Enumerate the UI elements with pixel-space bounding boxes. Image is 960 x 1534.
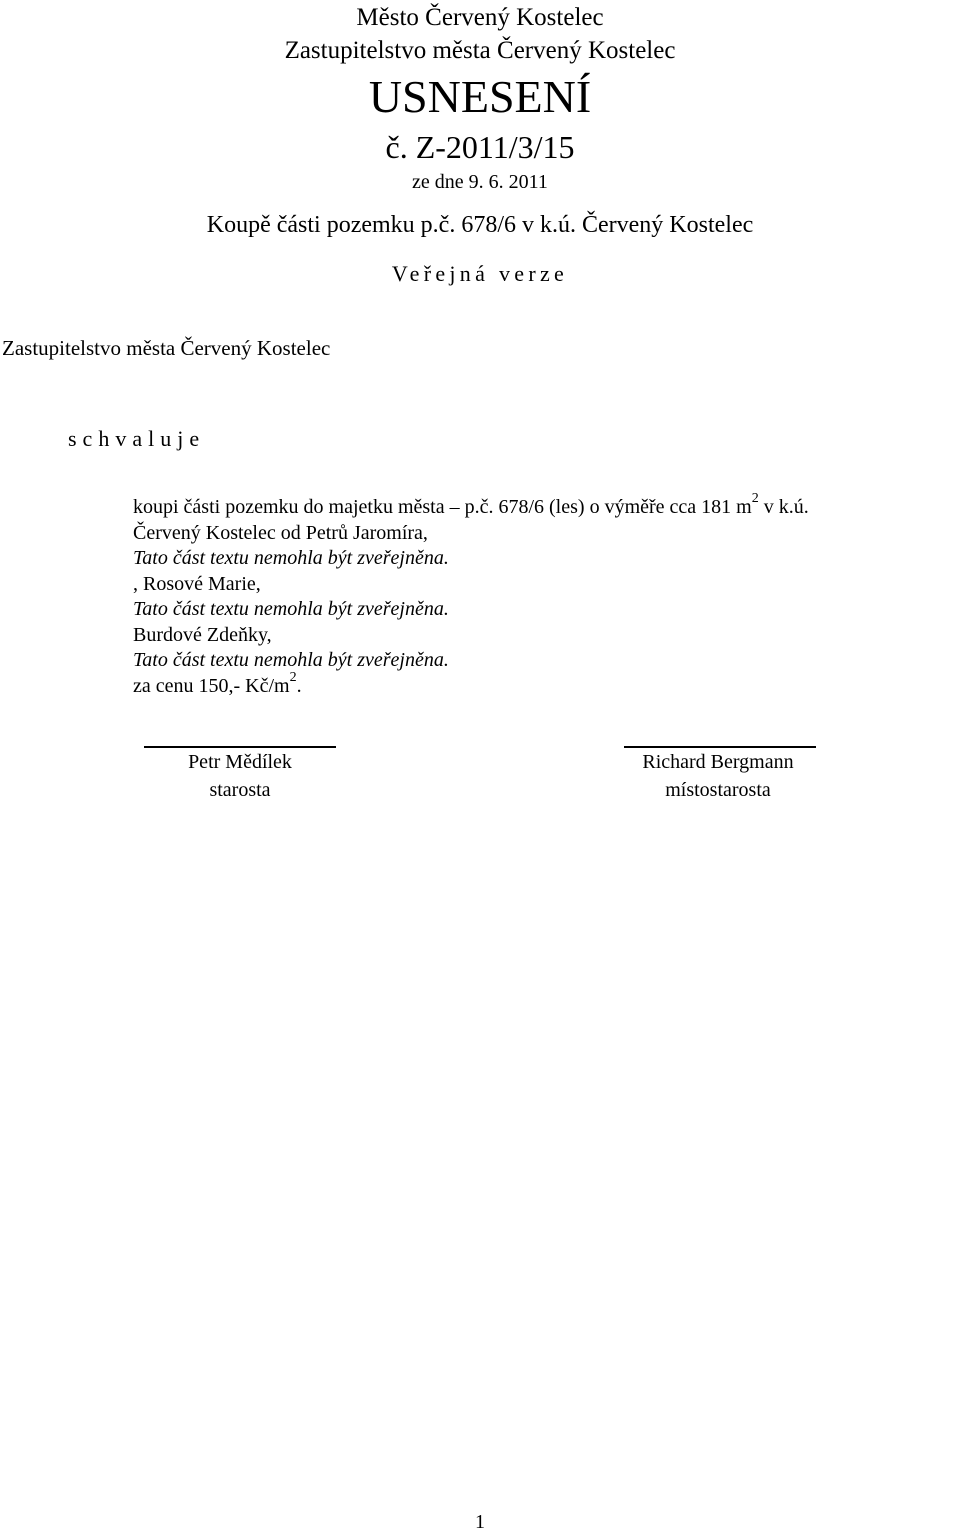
signature-left-name: Petr Mědílek bbox=[188, 751, 292, 773]
document-title: USNESENÍ bbox=[368, 71, 592, 122]
page-number: 1 bbox=[475, 1511, 485, 1533]
signature-left-role: starosta bbox=[209, 779, 271, 801]
area-unit-superscript: 2 bbox=[751, 491, 759, 507]
redacted-text-2: Tato část textu nemohla být zveřejněna. bbox=[133, 598, 449, 620]
body-line-1-tail: v k.ú. bbox=[758, 496, 809, 518]
public-version-label: Veřejná verze bbox=[391, 261, 569, 286]
resolution-date: ze dne 9. 6. 2011 bbox=[412, 171, 548, 193]
body-line-4: Burdové Zdeňky, bbox=[133, 623, 272, 646]
signature-right-name: Richard Bergmann bbox=[642, 751, 794, 773]
body-line-3: , Rosové Marie, bbox=[133, 572, 261, 595]
price-text: za cenu 150,- Kč/m bbox=[133, 674, 290, 697]
price-tail: . bbox=[296, 674, 302, 697]
price-unit-superscript: 2 bbox=[289, 669, 297, 685]
council-name-header: Zastupitelstvo města Červený Kostelec bbox=[284, 37, 676, 64]
signature-right bbox=[568, 748, 868, 804]
approves-verb: schvaluje bbox=[68, 426, 206, 451]
body-line-1 bbox=[133, 491, 809, 521]
signature-right-role: místostarosta bbox=[665, 779, 771, 801]
redacted-text-1: Tato část textu nemohla být zveřejněna. bbox=[133, 547, 449, 569]
signature-left bbox=[90, 748, 390, 804]
council-statement: Zastupitelstvo města Červený Kostelec bbox=[2, 336, 331, 360]
resolution-body bbox=[133, 491, 809, 699]
city-name: Město Červený Kostelec bbox=[356, 4, 604, 31]
redacted-text-3: Tato část textu nemohla být zveřejněna. bbox=[133, 649, 449, 671]
price-line bbox=[133, 669, 809, 700]
body-line-1-text: koupi části pozemku do majetku města – p.č. 678/6 (les) o výměře cca 181 m bbox=[133, 496, 752, 518]
resolution-subject: Koupě části pozemku p.č. 678/6 v k.ú. Červený Kostelec bbox=[206, 212, 754, 238]
resolution-number: č. Z-2011/3/15 bbox=[385, 129, 575, 165]
body-line-2: Červený Kostelec od Petrů Jaromíra, bbox=[133, 521, 428, 544]
